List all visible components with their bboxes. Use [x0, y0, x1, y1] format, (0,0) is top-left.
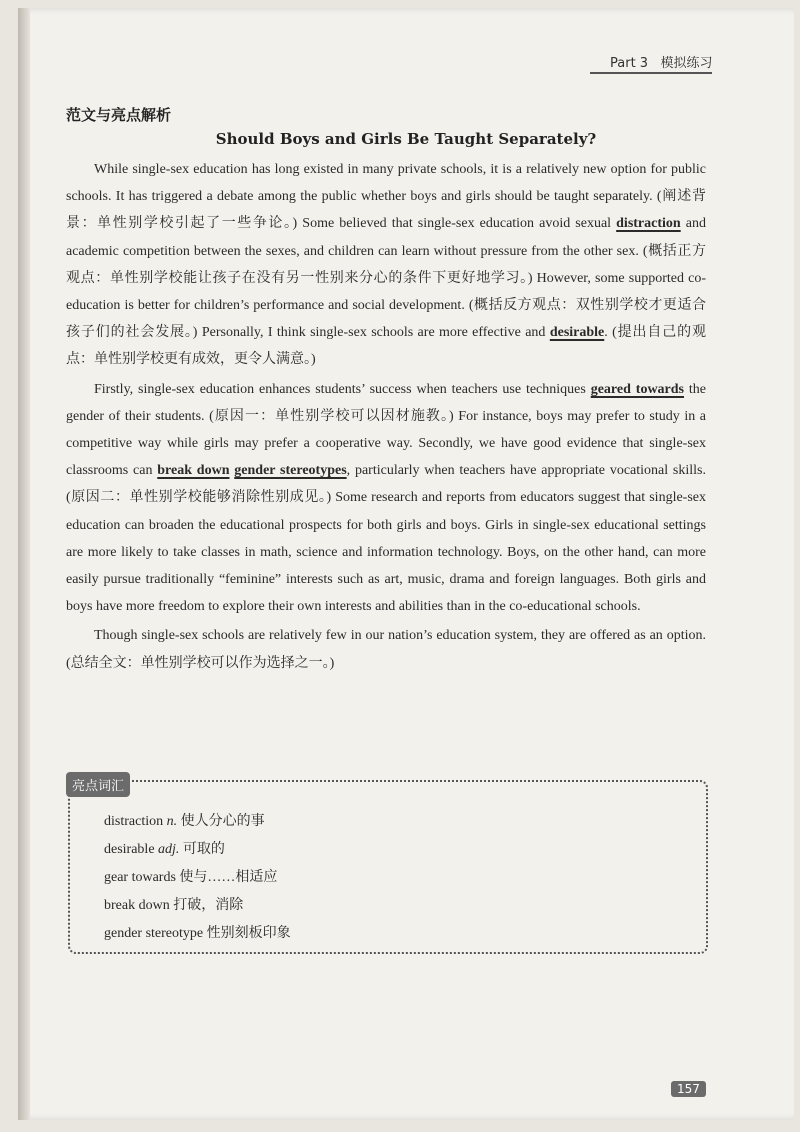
paragraph-text: While single-sex education has long existed in many private schools, it is a relatively new option for public schools. It has triggered a debate among the public whether boys and girls should be taught separately. (阐述背景：单性别学校引起了一些争论。) Some believed that single-sex education avoid sexual: [66, 162, 706, 232]
vocab-item: [104, 892, 291, 920]
vocab-word: break down: [104, 898, 170, 913]
vocab-list: [104, 808, 291, 948]
header-section: 模拟练习: [660, 56, 713, 71]
paragraph-text: . (提出自己的观点：单性别学校更有成效，更令人满意。): [66, 325, 706, 368]
vocab-word: desirable: [104, 842, 155, 857]
highlighted-term: gender stereotypes: [234, 463, 347, 479]
paragraph-text: Though single-sex schools are relatively few in our nation’s education system, they are offered as an option. (总结全文：单性别学校可以作为选择之一。): [66, 628, 706, 671]
highlighted-term: distraction: [616, 216, 681, 232]
page-binding-shadow: [18, 8, 30, 1120]
highlighted-term: geared towards: [590, 381, 684, 397]
vocab-meaning: 可取的: [182, 842, 225, 857]
article-title: Should Boys and Girls Be Taught Separately?: [215, 130, 597, 148]
highlighted-term: desirable: [549, 325, 605, 341]
vocab-item: [104, 808, 291, 836]
vocab-item: [104, 920, 291, 948]
vocab-pos: adj.: [158, 842, 180, 857]
essay-paragraph: [66, 622, 706, 676]
paragraph-text: , particularly when teachers have appropriate vocational skills. (原因二：单性别学校能够消除性别成见。) Some research and reports from educators suggest that single-sex education can broaden the educational prospects for both girls and boys. Girls in single-sex educational settings are more likely to take classes in math, science and information technology. Boys, on the other hand, can more easily pursue traditionally “feminine” interests such as art, music, drama and foreign languages. Both girls and boys have more freedom to explore their own interests and abilities than in the co-educational schools.: [66, 463, 706, 615]
paragraph-text: the gender of their students. (原因一：单性别学校可以因材施教。) For instance, boys may prefer to study in a competitive way while girls may prefer a cooperative way. Secondly, we have good evidence that single-sex classrooms can: [66, 381, 706, 479]
essay-paragraph: [66, 156, 706, 374]
vocab-word: distraction: [104, 814, 164, 829]
page-number: 157: [671, 1081, 706, 1097]
header-rule: [590, 72, 712, 74]
vocab-meaning: 打破，消除: [173, 898, 244, 913]
running-header: [610, 52, 713, 71]
essay-paragraph: [66, 376, 706, 621]
section-title: 范文与亮点解析: [66, 106, 172, 124]
vocab-word: gender stereotype: [104, 926, 204, 941]
book-page: [18, 8, 794, 1120]
vocab-word: gear towards: [104, 870, 176, 885]
vocab-label: 亮点词汇: [66, 772, 130, 797]
highlighted-term: break down: [157, 463, 230, 479]
header-part: Part 3: [610, 56, 649, 71]
vocab-meaning: 使人分心的事: [180, 814, 265, 829]
vocab-meaning: 使与……相适应: [179, 870, 278, 885]
paragraph-text: and academic competition between the sexes, and children can learn without pressure from the other sex. (概括正方观点：单性别学校能让孩子在没有另一性别来分心的条件下更好地学习。) However, some supported co-education is better for children’s performance and social development. (概括反方观点：双性别学校才更适合孩子们的社会发展。) Personally, I think single-sex schools are more effective and: [66, 216, 706, 341]
vocab-meaning: 性别刻板印象: [206, 926, 291, 941]
vocab-pos: n.: [166, 814, 178, 829]
paragraph-text: Firstly, single-sex education enhances students’ success when teachers use techniques: [94, 381, 591, 397]
vocab-item: [104, 864, 291, 892]
essay-body: [66, 156, 706, 679]
vocab-item: [104, 836, 291, 864]
